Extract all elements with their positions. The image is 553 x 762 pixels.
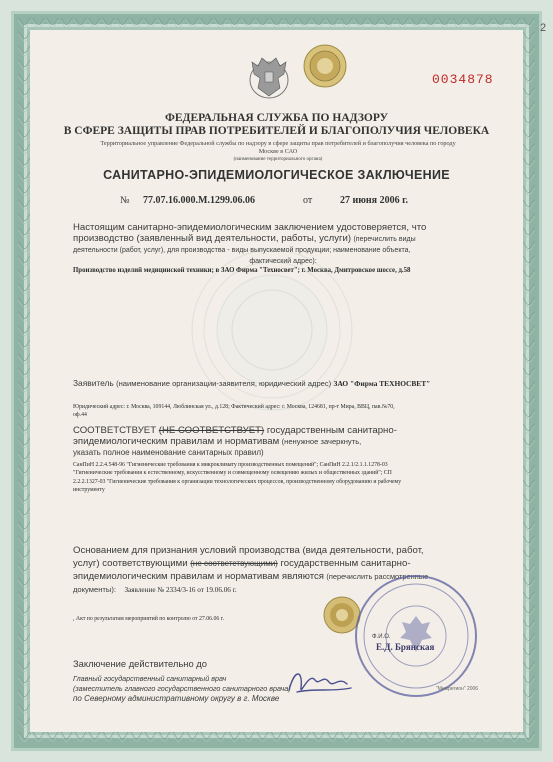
basis-act: , Акт по результатам мероприятий по контролю от 27.06.06 г. bbox=[73, 616, 224, 622]
rules-line1: СанПиН 2.2.4.548-96 "Гигиенические требования к микроклимату производственных помещений"; СанПиН 2.2.1/2.1.1.1278-03 bbox=[73, 462, 388, 468]
territorial-caption: (наименование территориального органа) bbox=[233, 157, 323, 162]
stamp-fio-label: Ф.И.О. bbox=[372, 634, 391, 640]
basis-line2a: услуг) соответствующими bbox=[73, 557, 188, 569]
certify-line1: Настоящим санитарно-эпидемиологическим заключением удостоверяется, что bbox=[73, 222, 427, 233]
handwritten-signature bbox=[285, 662, 355, 702]
certify-line2-small: (перечислить виды bbox=[353, 236, 416, 243]
agency-title-line1: ФЕДЕРАЛЬНАЯ СЛУЖБА ПО НАДЗОРУ bbox=[164, 112, 389, 124]
date-prefix: от bbox=[303, 195, 313, 206]
conformity-struck: (НЕ СООТВЕТСТВУЕТ) bbox=[158, 425, 265, 436]
double-headed-eagle-emblem bbox=[246, 54, 292, 102]
certify-value: Производство изделий медицинской техники; в ЗАО Фирма "Техносвет"; г. Москва, Дмитровское шоссе, д.58 bbox=[73, 267, 411, 274]
signer-line3: по Северному административному округу в г. Москве bbox=[73, 693, 280, 703]
conformity-line3: указать полное наименование санитарных правил) bbox=[73, 448, 264, 457]
rules-line3: 2.2.2.1327-03 "Гигиенические требования к организации технологических процессов, производственному оборудованию и рабочему bbox=[73, 478, 402, 485]
rules-line4: инструменту bbox=[73, 487, 105, 494]
basis-line4: документы): bbox=[73, 584, 116, 594]
conformity-rest: государственным санитарно- bbox=[266, 425, 397, 436]
territorial-body-2: Москве в САО bbox=[258, 148, 298, 155]
signer-line1: Главный государственный санитарный врач bbox=[73, 674, 227, 683]
applicant-name: ЗАО "Фирма ТЕХНОСВЕТ" bbox=[333, 379, 431, 388]
applicant-caption: (наименование организации-заявителя, юридический адрес) bbox=[116, 379, 332, 388]
serial-number: 0034878 bbox=[432, 72, 494, 87]
basis-line2b: государственным санитарно- bbox=[280, 557, 411, 569]
territorial-body: Территориальное управление Федеральной службы по надзору в сфере защиты прав потребителей и благополучия человека по городу bbox=[100, 140, 456, 147]
agency-title-line2: В СФЕРЕ ЗАЩИТЫ ПРАВ ПОТРЕБИТЕЛЕЙ И БЛАГОПОЛУЧИЯ ЧЕЛОВЕКА bbox=[63, 125, 490, 137]
basis-line3: эпидемиологическим правилам и нормативам являются bbox=[73, 571, 325, 582]
applicant-address: Юридический адрес: г. Москва, 109144, Люблинская ул., д.128; Фактический адрес: г. Москва, 124681, пр-т Мира, ВВЦ, пав.№70, bbox=[73, 404, 395, 410]
applicant-label: Заявитель bbox=[73, 378, 114, 388]
document-number: 77.07.16.000.М.1299.06.06 bbox=[143, 195, 255, 206]
conformity-line2: эпидемиологическим правилам и нормативам bbox=[73, 436, 280, 447]
conformity-line2-small: (ненужное зачеркнуть, bbox=[281, 437, 362, 446]
basis-statement: Заявление № 2334/3-16 от 19.06.06 г. bbox=[124, 585, 237, 594]
hologram-sticker-top bbox=[302, 43, 348, 89]
stamp-signer-name: Е.Д. Брянская bbox=[376, 642, 435, 652]
validity-label: Заключение действительно до bbox=[73, 658, 207, 669]
certify-line3: деятельности (работ, услуг), для производства - виды выпускаемой продукции; наименование объекта, bbox=[73, 247, 411, 254]
applicant-address-2: оф.44 bbox=[73, 412, 87, 418]
number-prefix: № bbox=[120, 195, 130, 206]
basis-line1: Основанием для признания условий производства (вида деятельности, работ, bbox=[73, 545, 424, 556]
certify-line2: производство (заявленный вид деятельности, работы, услуги) bbox=[73, 233, 352, 244]
signer-line2: (заместитель главного государственного санитарного врача) bbox=[73, 683, 291, 693]
document-title: САНИТАРНО-ЭПИДЕМИОЛОГИЧЕСКОЕ ЗАКЛЮЧЕНИЕ bbox=[103, 168, 450, 182]
printer-mark: "Межрегион" 2006 bbox=[436, 686, 479, 692]
document-date: 27 июня 2006 г. bbox=[340, 195, 408, 206]
corner-number: 2 bbox=[540, 22, 547, 34]
conformity-word: СООТВЕТСТВУЕТ bbox=[73, 425, 157, 436]
basis-line2-struck: (не соответствующими) bbox=[190, 558, 278, 568]
certify-line4: фактический адрес): bbox=[249, 258, 317, 265]
rules-line2: "Гигиенические требования к естественному, искусственному и совмещенному освещению жилых и общественных зданий"; СП bbox=[73, 470, 392, 477]
basis-line3-small: (перечислить рассмотренные bbox=[326, 572, 429, 581]
